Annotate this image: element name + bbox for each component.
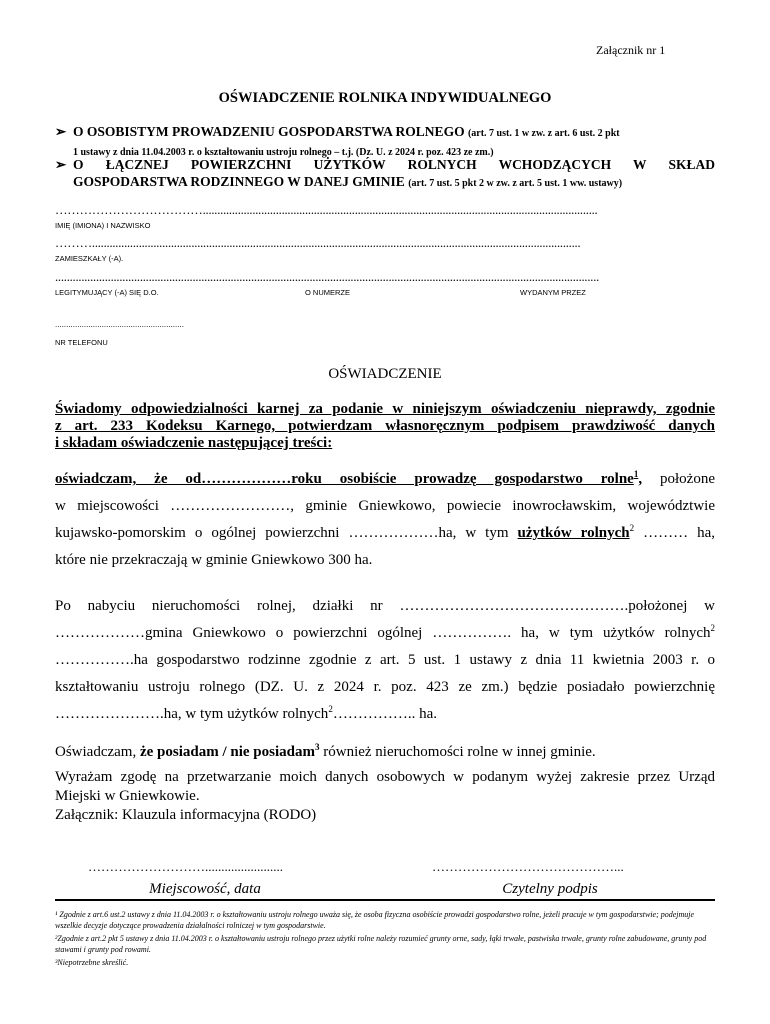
gdpr-attachment-note: Załącznik: Klauzula informacyjna (RODO) — [55, 807, 317, 823]
awareness-line-2: z art. 233 Kodeksu Karnego, potwierdzam własnoręcznym podpisem prawdziwość danych — [55, 418, 715, 434]
bullet-1-ref: (art. 7 ust. 1 w zw. z art. 6 ust. 2 pkt — [467, 128, 620, 139]
footnote-2: ²Zgodnie z art.2 pkt 5 ustawy z dnia 11.04.2003 r. o kształtowaniu ustroju rolnego przez użytki rolne należy rozumieć grunty orne, sady, łąki trwałe, pastwiska trwałe, grunty rolne zabudowane, grunty pod stawami i grunty pod rowami. — [55, 934, 707, 954]
bullet-2-main-1: O ŁĄCZNEJ POWIERZCHNI UŻYTKÓW ROLNYCH WCHODZĄCYCH W SKŁAD — [73, 157, 715, 172]
declaration-paragraph: oświadczam, że od………………roku osobiście prowadzę gospodarstwo rolne$^1$, położone w miejscowości ……………………, gminie Gniewkowo, powiecie inowrocławskim, województwie kujawsko-pomorskim o ogólnej powierzchni ………………ha, w tym użytków rolnych$^2$ ……… ha, które nie przekraczają w gminie Gniewkowo 300 ha. — [55, 466, 715, 574]
purchase-line-1: Po nabyciu nieruchomości rolnej, działki nr ……………………………………….położonej w — [55, 598, 715, 614]
place-date-line[interactable]: ………………………........................ — [88, 859, 283, 874]
statement-heading: OŚWIADCZENIE — [328, 366, 442, 382]
agricultural-land-term: użytków rolnych — [517, 525, 630, 541]
footnote-ref-1: 1 — [633, 469, 639, 479]
id-issuer-label: WYDANYM PRZEZ — [520, 288, 586, 297]
document-title: OŚWIADCZENIE ROLNIKA INDYWIDUALNEGO — [218, 90, 552, 106]
purchase-line-5b: …………….. ha. — [332, 706, 437, 722]
awareness-clause — [55, 401, 715, 452]
consent-paragraph — [55, 768, 715, 825]
phone-field-label: NR TELEFONU — [55, 338, 108, 347]
id-document-label: LEGITYMUJĄCY (-A) SIĘ D.O. — [55, 288, 159, 297]
id-number-label: O NUMERZE — [305, 288, 350, 297]
own-not-own-choice[interactable]: że posiadam / nie posiadam — [139, 744, 315, 760]
footnote-ref-2: 2 — [629, 523, 635, 533]
address-field-label: ZAMIESZKAŁY (-A). — [55, 254, 124, 263]
id-field-line[interactable]: .......................................................................................................................................................................................... — [55, 270, 600, 284]
phone-field-line[interactable]: .......................................................... — [55, 320, 184, 329]
arrow-bullet-icon: ➢ — [55, 124, 67, 139]
bullet-2-main-2: GOSPODARSTWA RODZINNEGO W DANEJ GMINIE — [73, 174, 405, 189]
attachment-number: Załącznik nr 1 — [596, 43, 666, 57]
signature-label: Czytelny podpis — [502, 881, 598, 897]
place-date-label: Miejscowość, data — [149, 881, 261, 897]
awareness-line-1: Świadomy odpowiedzialności karnej za podanie w niniejszym oświadczeniu nieprawdy, zgodnie — [55, 401, 715, 417]
arrow-bullet-icon: ➢ — [55, 157, 67, 172]
footnote-1: ¹ Zgodnie z art.6 ust.2 ustawy z dnia 11.04.2003 r. o kształtowaniu ustroju rolnego uważa się, że osoba fizyczna osobiście prowadzi gospodarstwo rolne, jeżeli pracuje w tym gospodarstwie; podejmuje wszelkie decyzje dotyczące prowadzenia działalności rolniczej w tym gospodarstwie. — [55, 910, 695, 930]
declaration-line-2: w miejscowości ……………………, gminie Gniewkowo, powiecie inowrocławskim, województwie — [55, 498, 715, 514]
declaration-line-3a: kujawsko-pomorskim o ogólnej powierzchni ………………ha, w tym — [55, 525, 518, 541]
awareness-line-3: i składam oświadczenie następującej treści: — [55, 435, 333, 451]
address-field-line[interactable]: ………....................................................................................................................................................................... — [55, 236, 581, 250]
signature-line[interactable]: ……………………………………... — [432, 859, 624, 874]
footnote-ref-2b: 2 — [710, 623, 715, 633]
consent-line-1: Wyrażam zgodę na przetwarzanie moich danych osobowych w podanym wyżej zakresie przez Urząd — [55, 769, 715, 785]
other-property-statement — [55, 742, 715, 762]
name-field-label: IMIĘ (IMIONA) I NAZWISKO — [55, 221, 151, 230]
footnote-ref-3: 3 — [315, 742, 320, 752]
declaration-line-3b: ……… ha, — [634, 525, 715, 541]
name-field-line[interactable]: ………………………………....................................................................................................................................... — [55, 203, 598, 217]
footnote-divider — [55, 899, 715, 901]
purchase-line-5a: ………………….ha, w tym użytków rolnych — [55, 706, 329, 722]
purchase-paragraph — [55, 593, 715, 728]
purchase-line-3: …………….ha gospodarstwo rodzinne zgodnie z art. 5 ust. 1 ustawy z dnia 11 kwietnia 2003 r. o — [55, 652, 715, 668]
consent-line-2: Miejski w Gniewkowie. — [55, 788, 200, 804]
footnote-ref-2c: 2 — [328, 704, 333, 714]
footnote-3: ³Niepotrzebne skreślić. — [55, 958, 129, 967]
bullet-1-ref-cont: 1 ustawy z dnia 11.04.2003 r. o kształtowaniu ustroju rolnego – t.j. (Dz. U. z 2024 r. poz. 423 ze zm.) — [73, 147, 494, 158]
purchase-line-4: kształtowaniu ustroju rolnego (DZ. U. z 2024 r. poz. 423 ze zm.) będzie posiadało powierzchnię — [55, 679, 715, 695]
other-property-b: również nieruchomości rolne w innej gminie. — [319, 744, 596, 760]
declaration-bold: oświadczam, że od………………roku osobiście prowadzę gospodarstwo rolne — [55, 471, 634, 487]
purchase-line-2: ………………gmina Gniewkowo o powierzchni ogólnej ……………. ha, w tym użytków rolnych — [55, 625, 711, 641]
other-property-a: Oświadczam, — [55, 744, 140, 760]
declaration-line-4: które nie przekraczają w gminie Gniewkowo 300 ha. — [55, 552, 373, 568]
bullet-1-main: O OSOBISTYM PROWADZENIU GOSPODARSTWA ROLNEGO — [73, 124, 465, 139]
bullet-total-area — [55, 156, 715, 192]
bullet-2-ref: (art. 7 ust. 5 pkt 2 w zw. z art. 5 ust. 1 ww. ustawy) — [408, 178, 623, 189]
